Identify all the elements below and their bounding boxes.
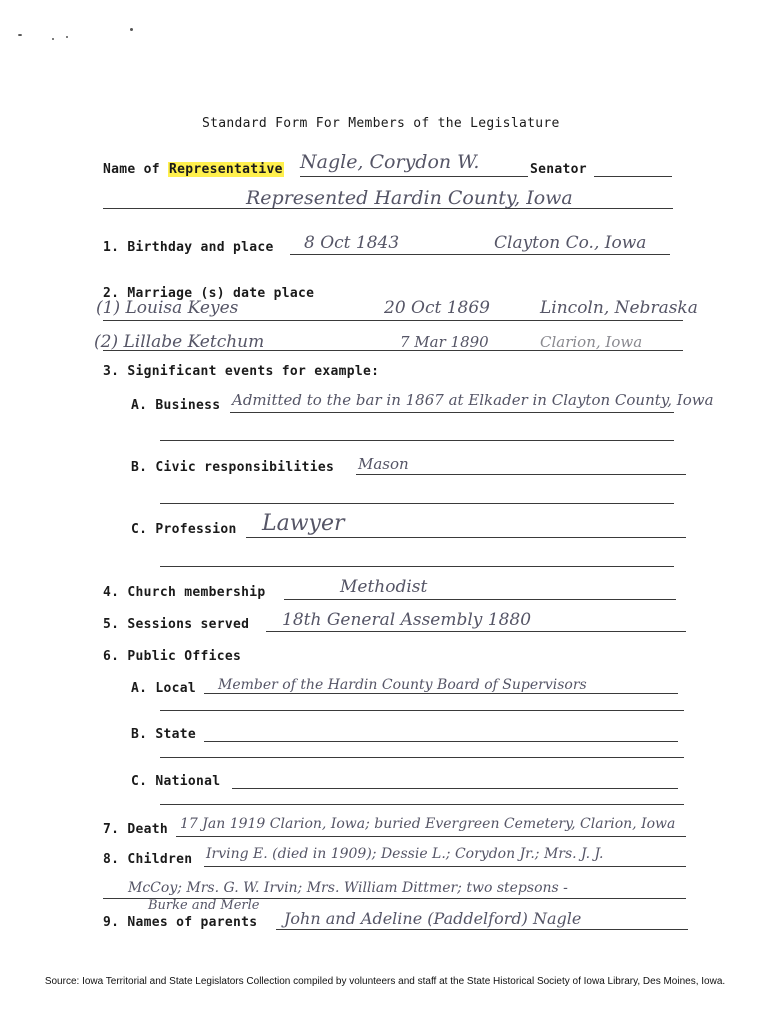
- parents-label: 9. Names of parents: [103, 915, 258, 930]
- parents-line: [276, 929, 688, 930]
- profession-line: [246, 537, 686, 538]
- events-label: 3. Significant events for example:: [103, 364, 380, 379]
- church-entry: Methodist: [340, 577, 428, 597]
- name-prefix: Name of: [103, 162, 160, 177]
- civic-line-2: [160, 503, 674, 504]
- marriage-label: 2. Marriage (s) date place: [103, 286, 315, 301]
- marriage1-date-entry: 20 Oct 1869: [384, 298, 490, 318]
- birthday-line: [290, 254, 670, 255]
- state-line: [204, 741, 678, 742]
- marriage1-place-entry: Lincoln, Nebraska: [540, 298, 698, 318]
- national-label: C. National: [131, 774, 221, 789]
- scan-speck: [52, 38, 54, 40]
- parents-note: Burke and Merle: [148, 898, 260, 913]
- death-label: 7. Death: [103, 822, 169, 837]
- civic-line: [356, 474, 686, 475]
- local-line: [204, 693, 678, 694]
- represented-entry: Represented Hardin County, Iowa: [246, 187, 573, 209]
- local-line-2: [160, 710, 684, 711]
- scan-speck: [18, 34, 22, 36]
- senator-line: [594, 176, 672, 177]
- profession-line-2: [160, 566, 674, 567]
- local-office-entry: Member of the Hardin County Board of Supervisors: [218, 677, 587, 693]
- business-label: A. Business: [131, 398, 221, 413]
- sessions-line: [266, 631, 686, 632]
- birthday-label: 1. Birthday and place: [103, 240, 274, 255]
- name-line: [300, 176, 528, 177]
- represented-line: [103, 208, 673, 209]
- marriage2-place-entry: Clarion, Iowa: [540, 333, 643, 351]
- state-label: B. State: [131, 727, 197, 742]
- name-entry: Nagle, Corydon W.: [300, 151, 480, 173]
- church-label: 4. Church membership: [103, 585, 266, 600]
- marriage1-spouse-entry: (1) Louisa Keyes: [96, 298, 239, 318]
- church-line: [284, 599, 676, 600]
- national-line: [232, 788, 678, 789]
- death-entry: 17 Jan 1919 Clarion, Iowa; buried Evergreen Cemetery, Clarion, Iowa: [180, 816, 676, 832]
- children-entry-1: Irving E. (died in 1909); Dessie L.; Corydon Jr.; Mrs. J. J.: [206, 846, 604, 862]
- scan-speck: [130, 28, 133, 31]
- business-entry: Admitted to the bar in 1867 at Elkader in Clayton County, Iowa: [232, 391, 714, 409]
- profession-entry: Lawyer: [262, 511, 345, 536]
- national-line-2: [160, 804, 684, 805]
- business-line-2: [160, 440, 674, 441]
- birth-date-entry: 8 Oct 1843: [304, 233, 400, 253]
- state-line-2: [160, 757, 684, 758]
- civic-label: B. Civic responsibilities: [131, 460, 335, 475]
- sessions-label: 5. Sessions served: [103, 617, 250, 632]
- children-line: [204, 866, 686, 867]
- death-line: [176, 836, 686, 837]
- scan-speck: [66, 36, 68, 38]
- children-entry-2: McCoy; Mrs. G. W. Irvin; Mrs. William Dittmer; two stepsons -: [128, 880, 568, 896]
- profession-label: C. Profession: [131, 522, 237, 537]
- local-label: A. Local: [131, 681, 197, 696]
- civic-entry: Mason: [358, 455, 409, 473]
- offices-label: 6. Public Offices: [103, 649, 242, 664]
- marriage2-date-entry: 7 Mar 1890: [400, 333, 489, 351]
- marriage2-spouse-entry: (2) Lillabe Ketchum: [94, 332, 265, 352]
- form-title: Standard Form For Members of the Legislature: [202, 116, 560, 131]
- representative-label: Representative: [169, 162, 283, 177]
- marriage1-line: [103, 320, 683, 321]
- birth-place-entry: Clayton Co., Iowa: [494, 233, 647, 253]
- marriage2-line: [103, 350, 683, 351]
- source-citation: Source: Iowa Territorial and State Legislators Collection compiled by volunteers and staff at the State Historical Society of Iowa Library, Des Moines, Iowa.: [44, 976, 726, 987]
- children-label: 8. Children: [103, 852, 193, 867]
- sessions-entry: 18th General Assembly 1880: [282, 610, 532, 630]
- senator-label: Senator: [530, 162, 587, 177]
- parents-entry: John and Adeline (Paddelford) Nagle: [284, 909, 582, 928]
- name-label: [103, 162, 284, 178]
- business-line: [230, 412, 674, 413]
